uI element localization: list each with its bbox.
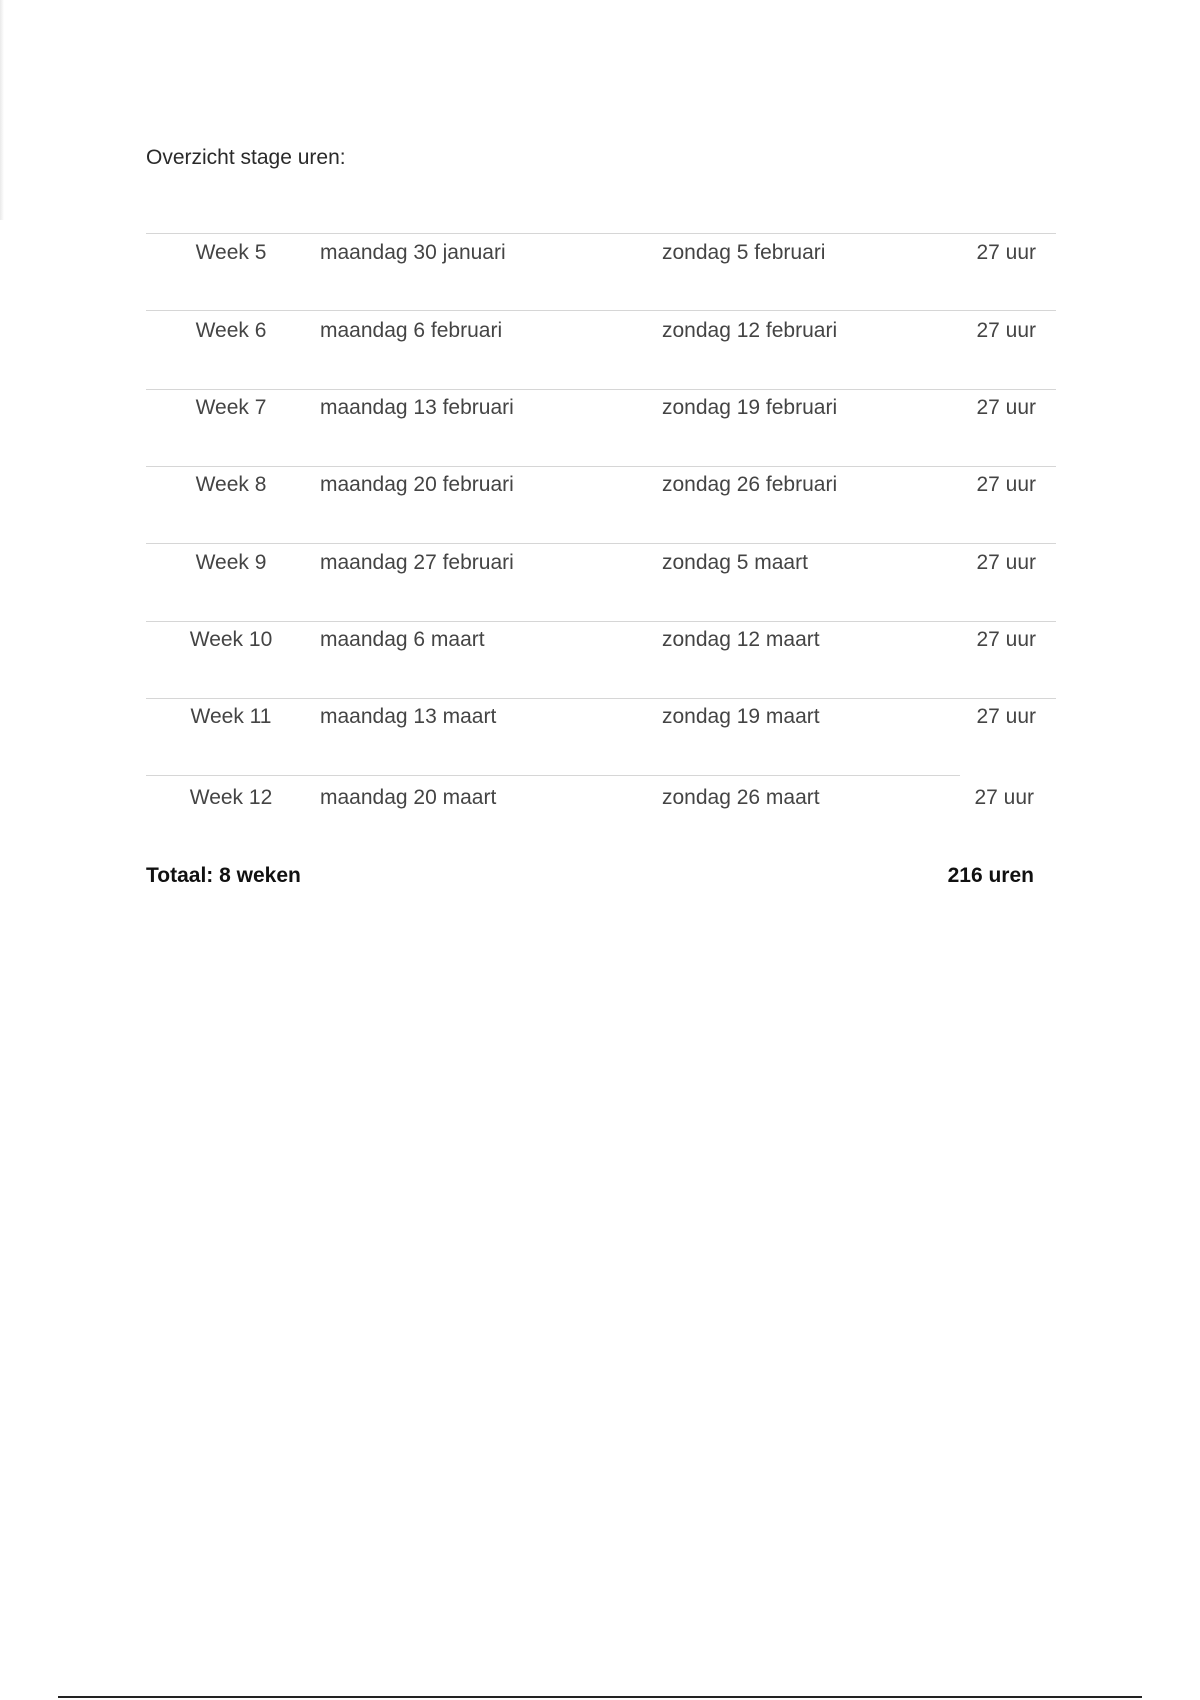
hours-cell: 27 uur — [976, 551, 1036, 574]
end-date-cell: zondag 26 februari — [662, 473, 838, 496]
hours-cell: 27 uur — [976, 473, 1036, 496]
week-cell: Week 11 — [190, 705, 272, 728]
hours-cell: 27 uur — [976, 319, 1036, 342]
week-cell: Week 10 — [189, 628, 273, 651]
week-cell: Week 6 — [195, 319, 267, 342]
table-row — [146, 310, 1056, 388]
week-cell: Week 7 — [195, 396, 267, 419]
end-date-cell: zondag 5 maart — [662, 551, 808, 574]
start-date-cell: maandag 13 maart — [320, 705, 497, 728]
start-date-cell: maandag 20 februari — [320, 473, 514, 496]
hours-cell: 27 uur — [974, 786, 1034, 809]
hours-cell: 27 uur — [976, 628, 1036, 651]
table-row — [146, 466, 1056, 544]
table-row — [146, 621, 1056, 699]
start-date-cell: maandag 6 maart — [320, 628, 485, 651]
start-date-cell: maandag 20 maart — [320, 786, 497, 809]
week-cell: Week 5 — [195, 241, 267, 264]
week-cell: Week 9 — [195, 551, 267, 574]
page-edge-shadow — [0, 0, 4, 220]
start-date-cell: maandag 27 februari — [320, 551, 514, 574]
week-cell: Week 12 — [189, 786, 273, 809]
footer-divider — [58, 1696, 1142, 1698]
page-title: Overzicht stage uren: — [146, 146, 346, 169]
end-date-cell: zondag 12 maart — [662, 628, 820, 651]
total-weeks-label: Totaal: 8 weken — [146, 864, 301, 887]
start-date-cell: maandag 13 februari — [320, 396, 514, 419]
hours-cell: 27 uur — [976, 396, 1036, 419]
end-date-cell: zondag 5 februari — [662, 241, 826, 264]
hours-cell: 27 uur — [976, 705, 1036, 728]
start-date-cell: maandag 30 januari — [320, 241, 506, 264]
table-row — [146, 543, 1056, 621]
week-cell: Week 8 — [195, 473, 267, 496]
end-date-cell: zondag 19 februari — [662, 396, 838, 419]
table-row — [146, 775, 1056, 852]
hours-cell: 27 uur — [976, 241, 1036, 264]
table-row — [146, 233, 1056, 311]
table-row — [146, 389, 1056, 467]
total-hours-value: 216 uren — [947, 864, 1034, 887]
start-date-cell: maandag 6 februari — [320, 319, 503, 342]
end-date-cell: zondag 26 maart — [662, 786, 820, 809]
end-date-cell: zondag 19 maart — [662, 705, 820, 728]
end-date-cell: zondag 12 februari — [662, 319, 838, 342]
table-row — [146, 698, 1056, 776]
